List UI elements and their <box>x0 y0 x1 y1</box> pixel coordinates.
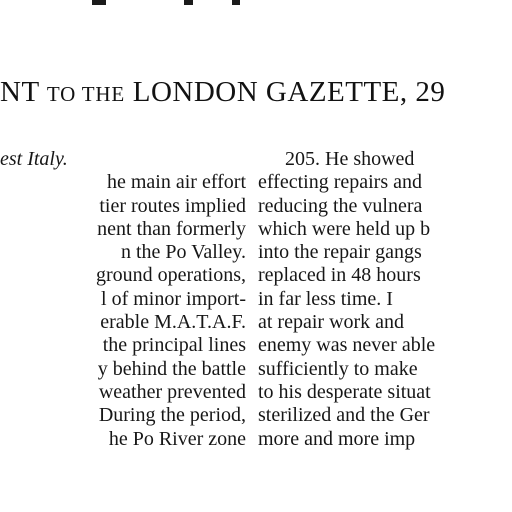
right-column-line: enemy was never able <box>258 334 436 357</box>
right-column-line: to his desperate situat <box>258 380 431 403</box>
right-text-column <box>258 148 512 451</box>
header-prefix: NT <box>0 76 40 108</box>
right-column-line: replaced in 48 hours <box>258 264 421 287</box>
left-column-line: weather prevented <box>98 380 246 403</box>
right-column-line: more and more imp <box>258 427 416 450</box>
left-column-line: tier routes implied <box>99 194 246 217</box>
left-column-line: est Italy. <box>0 148 68 170</box>
right-column-line: at repair work and <box>258 311 405 334</box>
right-column-line: 205. He showed <box>285 148 415 170</box>
left-column-line: nent than formerly <box>97 217 246 240</box>
left-column-line: he Po River zone <box>108 427 246 450</box>
cropped-top-text-fragment <box>80 0 280 8</box>
right-column-line: which were held up b <box>258 217 431 240</box>
header-number: 29 <box>415 76 446 108</box>
left-column-line: n the Po Valley. <box>121 241 246 264</box>
header-title: LONDON GAZETTE, <box>132 76 408 108</box>
header-to-the: TO THE <box>46 82 125 106</box>
left-column-line: l of minor import- <box>101 287 246 310</box>
left-column-line: y behind the battle <box>97 357 246 380</box>
right-column-line: sterilized and the Ger <box>258 404 430 427</box>
right-column-line: reducing the vulnera <box>258 194 423 217</box>
left-column-line: the principal lines <box>102 334 246 357</box>
left-text-column <box>0 148 246 451</box>
left-column-line: erable M.A.T.A.F. <box>100 311 246 334</box>
left-column-line: During the period, <box>98 404 246 427</box>
left-column-line: ground operations, <box>96 264 246 287</box>
right-column-line: sufficiently to make <box>258 357 418 380</box>
right-column-line: in far less time. I <box>258 287 393 310</box>
right-column-line: effecting repairs and <box>258 171 422 194</box>
gazette-header <box>0 76 445 109</box>
right-column-line: into the repair gangs <box>258 241 422 264</box>
left-column-line: he main air effort <box>106 171 246 194</box>
